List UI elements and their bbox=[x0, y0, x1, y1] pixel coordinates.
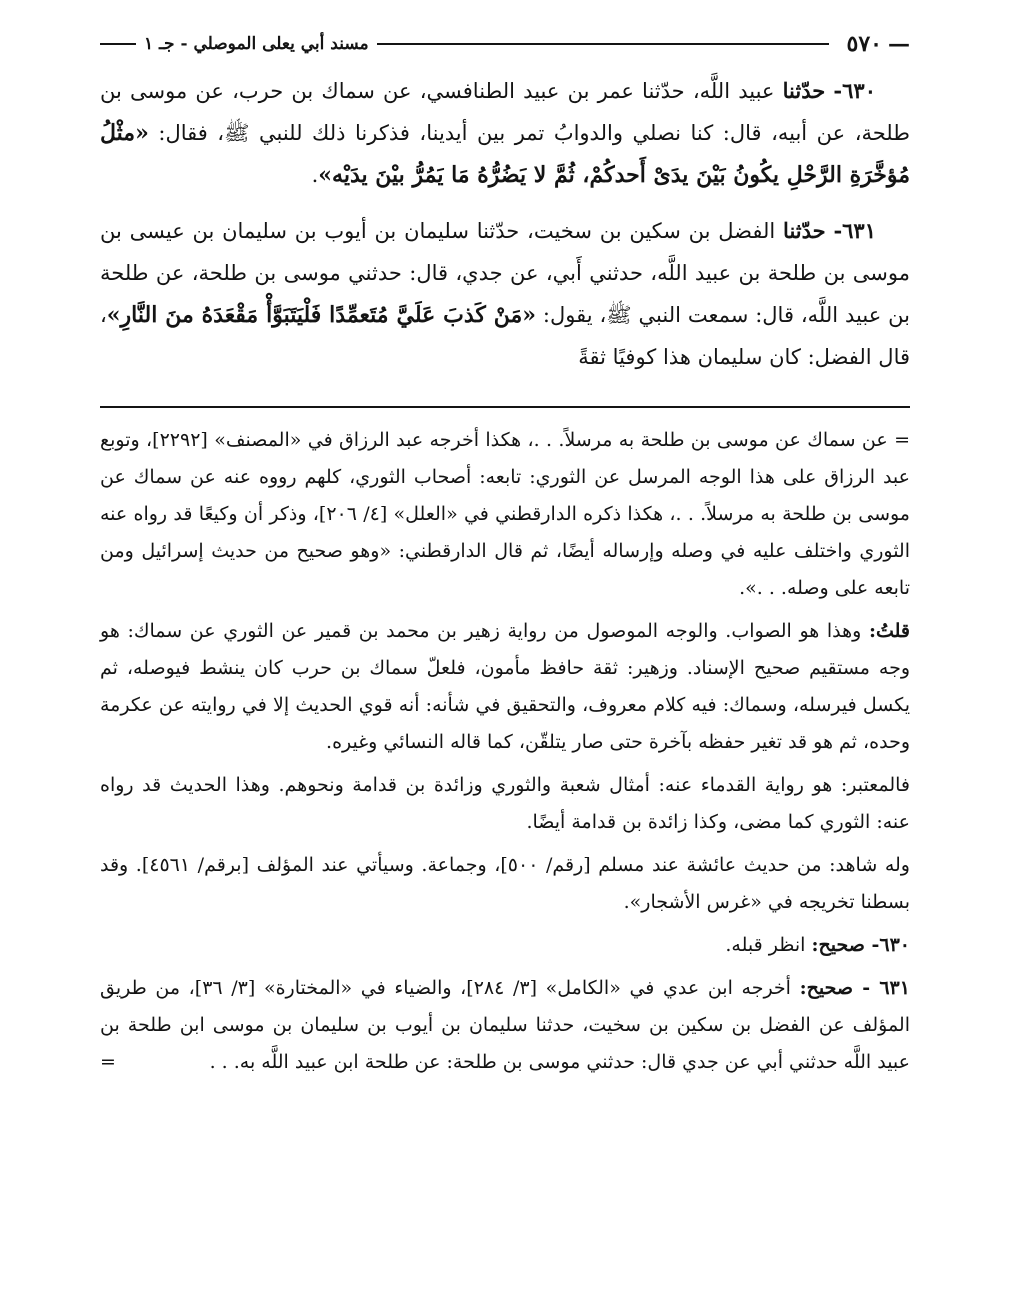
footnotes bbox=[100, 422, 910, 1081]
haddathana-label: حدّثنا bbox=[783, 218, 826, 243]
prophet-saying: «مَنْ كَذبَ عَلَيَّ مُتَعمِّدًا فَلْيَتَبَوَّأْ مَقْعَدَهُ منَ النَّارِ» bbox=[106, 302, 537, 328]
grading-label: ٦٣٠- صحيح: bbox=[811, 934, 910, 956]
header-dash: — bbox=[888, 31, 910, 57]
haddathana-label: حدّثنا bbox=[782, 78, 826, 103]
footnote-paragraph: وله شاهد: من حديث عائشة عند مسلم [رقم/ ٥٠٠]، وجماعة. وسيأتي عند المؤلف [برقم/ ٤٥٦١]. وقد بسطنا تخريجه في «غرس الأشجار». bbox=[100, 854, 910, 913]
footnote-text: انظر قبله. bbox=[725, 934, 806, 956]
grading-label: ٦٣١ - صحيح: bbox=[799, 977, 910, 999]
hadith-end: . bbox=[311, 163, 319, 187]
isnad-text: عبيد اللَّه، حدّثنا عمر بن عبيد الطنافسي، عن سماك بن حرب، عن موسى بن طلحة، عن أبيه، قال: كنا نصلي والدوابُ تمر بين أيدينا، فذكرنا ذلك للنبي ﷺ، فقال: bbox=[100, 79, 910, 145]
running-header bbox=[100, 24, 910, 64]
isnad-text: الفضل بن سكين بن سخيت، حدّثنا سليمان بن أيوب بن سليمان بن عيسى بن موسى بن طلحة بن عبيد اللَّه، حدثني أَبي، عن جدي، قال: حدثني موسى بن طلحة، عن طلحة بن عبيد اللَّه، قال: سمعت النبي ﷺ، يقول: bbox=[100, 219, 910, 327]
book-title: مسند أبي يعلى الموصلي - جـ ١ bbox=[144, 34, 369, 54]
continuation-mark: = bbox=[100, 1051, 116, 1073]
prophet-saying: «مثْلُ مُؤخَّرَةِ الرَّحْلِ يكُونُ بَيْنَ يدَىْ أَحدكُمْ، ثُمَّ لا يَضُرُّهُ مَا يَمُرُّ بيْنَ يدَيْه» bbox=[100, 120, 910, 188]
hadith-number: ٦٣٠- bbox=[833, 78, 876, 103]
hadith-number: ٦٣١- bbox=[833, 218, 876, 243]
footnote-text: أخرجه ابن عدي في «الكامل» [٣/ ٢٨٤]، والضياء في «المختارة» [٣/ ٣٦]، من طريق المؤلف عن الفضل بن سكين بن سخيت، حدثنا سليمان بن أيوب بن سليمان بن موسى ابن طلحة بن عبيد اللَّه حدثني أبي عن جدي قال: حدثني موسى بن طلحة: عن طلحة ابن عبيد اللَّه به. . . bbox=[100, 977, 910, 1073]
footnote-paragraph: فالمعتبر: هو رواية القدماء عنه: أمثال شعبة والثوري وزائدة بن قدامة ونحوهم. وهذا الحديث قد رواه عنه: الثوري كما مضى، وكذا زائدة بن قدامة أيضًا. bbox=[100, 774, 910, 833]
qultu-label: قلتُ: bbox=[868, 620, 910, 642]
footnote-paragraph bbox=[100, 927, 910, 964]
book-page bbox=[100, 24, 910, 1296]
hadith-631 bbox=[100, 210, 910, 378]
footnote-paragraph bbox=[100, 613, 910, 761]
header-trailing-rule bbox=[100, 43, 136, 45]
hadith-630 bbox=[100, 70, 910, 196]
footnote-separator bbox=[100, 406, 910, 408]
header-rule bbox=[377, 43, 829, 45]
footnote-text: وهذا هو الصواب. والوجه الموصول من رواية زهير بن محمد بن قمير عن الثوري عن سماك: هو وجه مستقيم صحيح الإسناد. وزهير: ثقة حافظ مأمون، فلعلّ سماك بن حرب كان ينشط فيوصله، ثم يكسل فيرسله، وسماك: فيه كلام معروف، والتحقيق في شأنه: أنه قوي الحديث إلا في روايته عن عكرمة وحده، ثم هو قد تغير حفظه بآخرة حتى صار يتلقّن، كما قاله النسائي وغيره. bbox=[100, 620, 910, 753]
footnote-paragraph: = عن سماك عن موسى بن طلحة به مرسلاً. . .، هكذا أخرجه عبد الرزاق في «المصنف» [٢٢٩٢]، وتوبع عبد الرزاق على هذا الوجه المرسل عن الثوري: تابعه: أصحاب الثوري، كلهم رووه عنه عن سماك عن موسى بن طلحة به مرسلاً. . .، هكذا ذكره الدارقطني في «العلل» [٤/ ٢٠٦]، وذكر أن وكيعًا قد رواه عنه الثوري واختلف عليه في وصله وإرساله أيضًا، ثم قال الدارقطني: «وهو صحيح من حديث إسرائيل ومن تابعه على وصله. . .». bbox=[100, 429, 910, 599]
footnote-paragraph bbox=[100, 970, 910, 1081]
page-number: ٥٧٠ bbox=[846, 31, 882, 57]
main-text bbox=[100, 70, 910, 378]
hadith-end: ، قال الفضل: كان سليمان هذا كوفيًا ثقةً bbox=[100, 303, 910, 369]
